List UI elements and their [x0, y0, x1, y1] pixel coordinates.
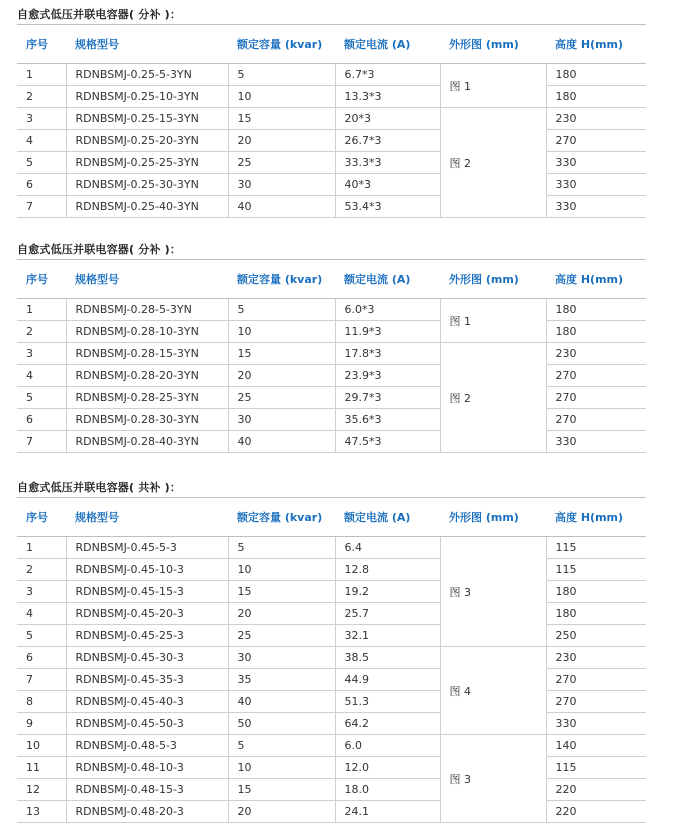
cell-capacity: 30 [228, 409, 335, 431]
cell-model: RDNBSMJ-0.25-20-3YN [66, 130, 228, 152]
header-height: 高度 H(mm) [546, 260, 646, 299]
table-row [17, 130, 646, 152]
cell-model: RDNBSMJ-0.25-5-3YN [66, 64, 228, 86]
table-header [17, 498, 646, 537]
header-current: 额定电流 (A) [335, 260, 440, 299]
table-row [17, 669, 646, 691]
table-row [17, 174, 646, 196]
cell-height: 115 [546, 559, 646, 581]
cell-current: 64.2 [335, 713, 440, 735]
table-header [17, 260, 646, 299]
header-figure: 外形图 (mm) [440, 498, 546, 537]
cell-capacity: 25 [228, 387, 335, 409]
cell-no: 1 [17, 299, 66, 321]
header-height: 高度 H(mm) [546, 25, 646, 64]
cell-capacity: 25 [228, 152, 335, 174]
cell-height: 330 [546, 196, 646, 218]
table-row [17, 108, 646, 130]
cell-no: 12 [17, 779, 66, 801]
table-row [17, 321, 646, 343]
cell-current: 12.8 [335, 559, 440, 581]
cell-figure: 图 4 [440, 647, 546, 735]
cell-current: 38.5 [335, 647, 440, 669]
cell-height: 230 [546, 343, 646, 365]
cell-capacity: 10 [228, 321, 335, 343]
table-row [17, 365, 646, 387]
cell-model: RDNBSMJ-0.45-35-3 [66, 669, 228, 691]
cell-current: 23.9*3 [335, 365, 440, 387]
table-row [17, 691, 646, 713]
table-row [17, 603, 646, 625]
cell-current: 35.6*3 [335, 409, 440, 431]
cell-current: 29.7*3 [335, 387, 440, 409]
cell-model: RDNBSMJ-0.45-15-3 [66, 581, 228, 603]
cell-height: 270 [546, 669, 646, 691]
table-row [17, 64, 646, 86]
table-row [17, 713, 646, 735]
cell-capacity: 5 [228, 64, 335, 86]
cell-model: RDNBSMJ-0.28-15-3YN [66, 343, 228, 365]
cell-model: RDNBSMJ-0.28-10-3YN [66, 321, 228, 343]
table-row [17, 343, 646, 365]
cell-capacity: 10 [228, 86, 335, 108]
header-no: 序号 [17, 260, 66, 299]
cell-model: RDNBSMJ-0.28-5-3YN [66, 299, 228, 321]
header-height: 高度 H(mm) [546, 498, 646, 537]
cell-current: 32.1 [335, 625, 440, 647]
cell-no: 6 [17, 409, 66, 431]
cell-no: 3 [17, 581, 66, 603]
cell-figure: 图 1 [440, 64, 546, 108]
table-body [17, 64, 646, 218]
cell-capacity: 30 [228, 647, 335, 669]
cell-no: 1 [17, 537, 66, 559]
cell-current: 6.0*3 [335, 299, 440, 321]
cell-model: RDNBSMJ-0.45-5-3 [66, 537, 228, 559]
cell-no: 6 [17, 647, 66, 669]
section-title-1: 自愈式低压并联电容器( 分补 )： [17, 8, 182, 21]
cell-figure: 图 2 [440, 343, 546, 453]
cell-height: 270 [546, 409, 646, 431]
cell-no: 10 [17, 735, 66, 757]
cell-capacity: 20 [228, 801, 335, 823]
cell-current: 26.7*3 [335, 130, 440, 152]
cell-model: RDNBSMJ-0.25-40-3YN [66, 196, 228, 218]
cell-figure: 图 1 [440, 299, 546, 343]
cell-current: 24.1 [335, 801, 440, 823]
cell-figure: 图 3 [440, 735, 546, 823]
header-no: 序号 [17, 498, 66, 537]
header-model: 规格型号 [66, 498, 228, 537]
cell-current: 17.8*3 [335, 343, 440, 365]
cell-current: 20*3 [335, 108, 440, 130]
cell-current: 53.4*3 [335, 196, 440, 218]
cell-figure: 图 2 [440, 108, 546, 218]
cell-height: 180 [546, 603, 646, 625]
cell-no: 5 [17, 387, 66, 409]
cell-capacity: 15 [228, 343, 335, 365]
cell-height: 250 [546, 625, 646, 647]
table-row [17, 152, 646, 174]
cell-model: RDNBSMJ-0.48-10-3 [66, 757, 228, 779]
header-figure: 外形图 (mm) [440, 260, 546, 299]
cell-model: RDNBSMJ-0.45-30-3 [66, 647, 228, 669]
cell-model: RDNBSMJ-0.48-5-3 [66, 735, 228, 757]
cell-model: RDNBSMJ-0.25-15-3YN [66, 108, 228, 130]
cell-height: 180 [546, 321, 646, 343]
table-row [17, 409, 646, 431]
cell-model: RDNBSMJ-0.45-10-3 [66, 559, 228, 581]
cell-capacity: 5 [228, 537, 335, 559]
cell-no: 7 [17, 196, 66, 218]
cell-no: 3 [17, 343, 66, 365]
cell-model: RDNBSMJ-0.25-30-3YN [66, 174, 228, 196]
cell-capacity: 15 [228, 581, 335, 603]
spec-table-1 [17, 24, 646, 218]
cell-current: 44.9 [335, 669, 440, 691]
cell-capacity: 5 [228, 735, 335, 757]
cell-height: 115 [546, 757, 646, 779]
table-row [17, 387, 646, 409]
cell-capacity: 5 [228, 299, 335, 321]
cell-current: 47.5*3 [335, 431, 440, 453]
cell-current: 18.0 [335, 779, 440, 801]
cell-figure: 图 3 [440, 537, 546, 647]
cell-model: RDNBSMJ-0.48-15-3 [66, 779, 228, 801]
cell-capacity: 30 [228, 174, 335, 196]
cell-model: RDNBSMJ-0.45-40-3 [66, 691, 228, 713]
cell-height: 330 [546, 174, 646, 196]
cell-capacity: 50 [228, 713, 335, 735]
table-body [17, 537, 646, 823]
cell-capacity: 25 [228, 625, 335, 647]
header-model: 规格型号 [66, 260, 228, 299]
cell-capacity: 10 [228, 757, 335, 779]
cell-height: 270 [546, 387, 646, 409]
cell-height: 270 [546, 691, 646, 713]
table-row [17, 86, 646, 108]
header-row [17, 260, 646, 299]
cell-capacity: 20 [228, 365, 335, 387]
header-model: 规格型号 [66, 25, 228, 64]
table-row [17, 196, 646, 218]
cell-no: 6 [17, 174, 66, 196]
table-row [17, 625, 646, 647]
table-row [17, 757, 646, 779]
cell-no: 8 [17, 691, 66, 713]
cell-current: 40*3 [335, 174, 440, 196]
cell-model: RDNBSMJ-0.25-10-3YN [66, 86, 228, 108]
table-row [17, 431, 646, 453]
cell-current: 6.4 [335, 537, 440, 559]
cell-height: 270 [546, 130, 646, 152]
cell-current: 33.3*3 [335, 152, 440, 174]
cell-model: RDNBSMJ-0.28-25-3YN [66, 387, 228, 409]
cell-capacity: 40 [228, 431, 335, 453]
table-row [17, 735, 646, 757]
header-current: 额定电流 (A) [335, 25, 440, 64]
cell-model: RDNBSMJ-0.48-20-3 [66, 801, 228, 823]
cell-height: 180 [546, 86, 646, 108]
cell-no: 4 [17, 130, 66, 152]
cell-no: 2 [17, 321, 66, 343]
cell-height: 230 [546, 108, 646, 130]
cell-no: 1 [17, 64, 66, 86]
header-row [17, 498, 646, 537]
section-title-3: 自愈式低压并联电容器( 共补 )： [17, 481, 182, 494]
table-row [17, 537, 646, 559]
cell-no: 9 [17, 713, 66, 735]
header-capacity: 额定容量 (kvar) [228, 498, 335, 537]
cell-current: 25.7 [335, 603, 440, 625]
cell-height: 180 [546, 299, 646, 321]
cell-model: RDNBSMJ-0.25-25-3YN [66, 152, 228, 174]
spec-table-2 [17, 259, 646, 453]
header-current: 额定电流 (A) [335, 498, 440, 537]
cell-model: RDNBSMJ-0.28-30-3YN [66, 409, 228, 431]
table-row [17, 779, 646, 801]
cell-no: 4 [17, 603, 66, 625]
cell-height: 180 [546, 581, 646, 603]
cell-no: 3 [17, 108, 66, 130]
cell-no: 7 [17, 431, 66, 453]
cell-no: 11 [17, 757, 66, 779]
cell-height: 180 [546, 64, 646, 86]
cell-no: 4 [17, 365, 66, 387]
cell-capacity: 15 [228, 108, 335, 130]
cell-height: 220 [546, 779, 646, 801]
header-figure: 外形图 (mm) [440, 25, 546, 64]
cell-height: 330 [546, 431, 646, 453]
header-capacity: 额定容量 (kvar) [228, 25, 335, 64]
cell-current: 13.3*3 [335, 86, 440, 108]
cell-current: 19.2 [335, 581, 440, 603]
cell-no: 13 [17, 801, 66, 823]
cell-capacity: 40 [228, 196, 335, 218]
header-no: 序号 [17, 25, 66, 64]
cell-height: 220 [546, 801, 646, 823]
cell-model: RDNBSMJ-0.28-20-3YN [66, 365, 228, 387]
cell-no: 5 [17, 625, 66, 647]
cell-capacity: 10 [228, 559, 335, 581]
cell-height: 330 [546, 152, 646, 174]
cell-capacity: 15 [228, 779, 335, 801]
cell-model: RDNBSMJ-0.28-40-3YN [66, 431, 228, 453]
cell-current: 51.3 [335, 691, 440, 713]
cell-current: 11.9*3 [335, 321, 440, 343]
table-row [17, 581, 646, 603]
cell-current: 6.7*3 [335, 64, 440, 86]
table-row [17, 801, 646, 823]
cell-no: 2 [17, 86, 66, 108]
cell-current: 12.0 [335, 757, 440, 779]
cell-height: 230 [546, 647, 646, 669]
cell-no: 2 [17, 559, 66, 581]
cell-height: 140 [546, 735, 646, 757]
cell-capacity: 20 [228, 130, 335, 152]
table-row [17, 559, 646, 581]
cell-model: RDNBSMJ-0.45-25-3 [66, 625, 228, 647]
table-header [17, 25, 646, 64]
cell-height: 270 [546, 365, 646, 387]
cell-capacity: 35 [228, 669, 335, 691]
cell-capacity: 20 [228, 603, 335, 625]
cell-current: 6.0 [335, 735, 440, 757]
table-row [17, 647, 646, 669]
cell-no: 7 [17, 669, 66, 691]
section-title-2: 自愈式低压并联电容器( 分补 )： [17, 243, 182, 256]
cell-height: 115 [546, 537, 646, 559]
spec-table-3 [17, 497, 646, 823]
cell-model: RDNBSMJ-0.45-20-3 [66, 603, 228, 625]
cell-height: 330 [546, 713, 646, 735]
table-body [17, 299, 646, 453]
table-row [17, 299, 646, 321]
cell-no: 5 [17, 152, 66, 174]
header-capacity: 额定容量 (kvar) [228, 260, 335, 299]
header-row [17, 25, 646, 64]
cell-capacity: 40 [228, 691, 335, 713]
cell-model: RDNBSMJ-0.45-50-3 [66, 713, 228, 735]
